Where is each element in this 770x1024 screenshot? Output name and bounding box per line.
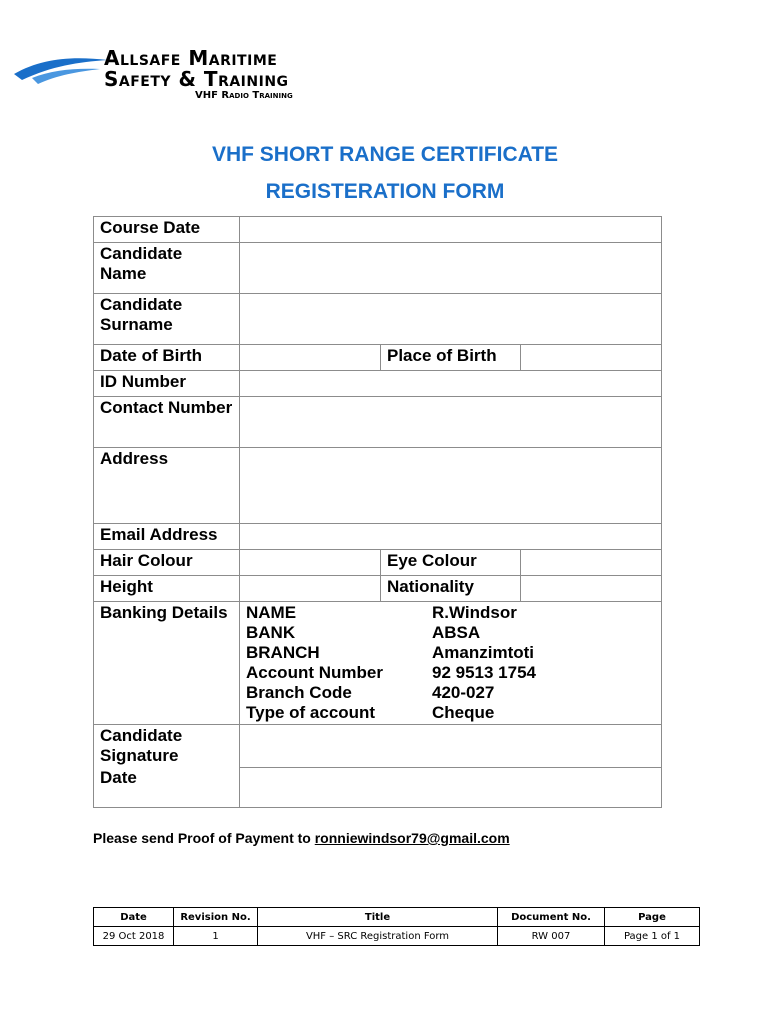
row-hair-eye: [94, 550, 662, 576]
row-height-nationality: [94, 576, 662, 602]
form-title-line-2: REGISTERATION FORM: [265, 180, 505, 203]
nationality-label: Nationality: [381, 576, 521, 602]
hair-colour-label: Hair Colour: [94, 550, 240, 576]
footer-value-row: [94, 927, 700, 946]
registration-form-table: [93, 216, 662, 808]
footer-header-row: [94, 908, 700, 927]
form-title-line-1: VHF SHORT RANGE CERTIFICATE: [211, 143, 559, 166]
footer-revision-value: 1: [174, 927, 258, 946]
address-field[interactable]: [240, 448, 662, 524]
hair-colour-field[interactable]: [240, 550, 381, 576]
candidate-name-label: Candidate Name: [94, 243, 240, 294]
bank-row-branch: BRANCH Amanzimtoti: [246, 643, 534, 662]
email-address-field[interactable]: [240, 524, 662, 550]
date-label: Date: [94, 767, 240, 807]
id-number-label: ID Number: [94, 371, 240, 397]
candidate-signature-label: Candidate Signature: [94, 725, 240, 768]
nationality-field[interactable]: [521, 576, 662, 602]
bank-row-bank: BANK ABSA: [246, 623, 481, 642]
footer-document-no-value: RW 007: [498, 927, 605, 946]
row-signature: [94, 725, 662, 768]
row-date: [94, 767, 662, 807]
footer-title-value: VHF – SRC Registration Form: [258, 927, 498, 946]
row-birth: [94, 345, 662, 371]
id-number-field[interactable]: [240, 371, 662, 397]
footer-header-date: Date: [94, 908, 174, 927]
payment-email-link[interactable]: ronniewindsor79@gmail.com: [314, 830, 510, 846]
banking-details-label: Banking Details: [94, 602, 240, 725]
row-contact-number: [94, 397, 662, 448]
candidate-surname-label: Candidate Surname: [94, 294, 240, 345]
footer-header-document-no: Document No.: [498, 908, 605, 927]
bank-row-name: NAME R.Windsor: [246, 603, 517, 622]
date-of-birth-field[interactable]: [240, 345, 381, 371]
row-banking: [94, 602, 662, 725]
proof-of-payment-text: Please send Proof of Payment to: [93, 830, 315, 846]
candidate-name-field[interactable]: [240, 243, 662, 294]
logo-line-3: VHF Radio Training: [195, 90, 293, 101]
footer-header-page: Page: [605, 908, 700, 927]
footer-header-revision: Revision No.: [174, 908, 258, 927]
course-date-label: Course Date: [94, 217, 240, 243]
bank-row-account-number: Account Number 92 9513 1754: [246, 663, 536, 682]
date-field[interactable]: [240, 767, 662, 807]
banking-details-block: [240, 602, 662, 725]
footer-date-value: 29 Oct 2018: [94, 927, 174, 946]
candidate-surname-field[interactable]: [240, 294, 662, 345]
address-label: Address: [94, 448, 240, 524]
logo-line-2: Safety & Training: [104, 67, 289, 91]
footer-header-title: Title: [258, 908, 498, 927]
candidate-signature-field[interactable]: [240, 725, 662, 768]
contact-number-label: Contact Number: [94, 397, 240, 448]
bank-row-account-type: Type of account Cheque: [246, 703, 495, 722]
company-logo: [12, 44, 332, 106]
row-course-date: [94, 217, 662, 243]
row-candidate-surname: [94, 294, 662, 345]
height-field[interactable]: [240, 576, 381, 602]
eye-colour-label: Eye Colour: [381, 550, 521, 576]
contact-number-field[interactable]: [240, 397, 662, 448]
row-email: [94, 524, 662, 550]
eye-colour-field[interactable]: [521, 550, 662, 576]
place-of-birth-field[interactable]: [521, 345, 662, 371]
date-of-birth-label: Date of Birth: [94, 345, 240, 371]
course-date-field[interactable]: [240, 217, 662, 243]
email-address-label: Email Address: [94, 524, 240, 550]
document-control-table: [93, 907, 700, 946]
bank-row-branch-code: Branch Code 420-027: [246, 683, 495, 702]
row-id-number: [94, 371, 662, 397]
height-label: Height: [94, 576, 240, 602]
place-of-birth-label: Place of Birth: [381, 345, 521, 371]
swoosh-logo-icon: [12, 44, 112, 94]
row-candidate-name: [94, 243, 662, 294]
logo-line-1: Allsafe Maritime: [104, 46, 278, 70]
proof-of-payment-note: [93, 830, 510, 846]
row-address: [94, 448, 662, 524]
footer-page-value: Page 1 of 1: [605, 927, 700, 946]
